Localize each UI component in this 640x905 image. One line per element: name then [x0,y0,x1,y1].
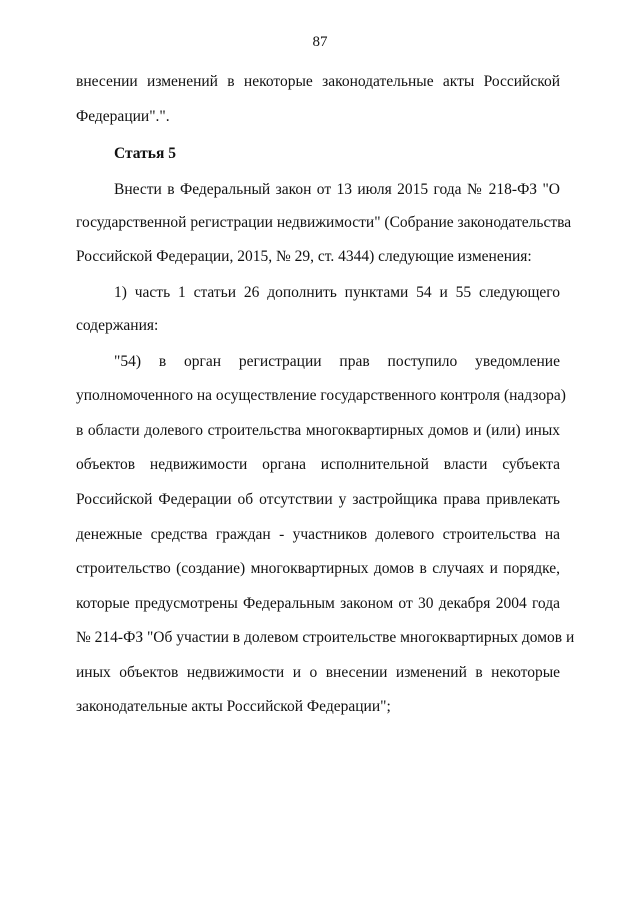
text-line: законодательные акты Российской Федерации"; [76,698,391,715]
text-line: № 214-ФЗ "Об участии в долевом строительстве многоквартирных домов и [76,629,575,646]
text-line: уполномоченного на осуществление государственного контроля (надзора) [76,387,566,404]
text-line: Федерации".". [76,108,170,125]
text-line: содержания: [76,317,159,334]
text-line: в области долевого строительства многоквартирных домов и (или) иных [76,422,560,439]
text-line: государственной регистрации недвижимости" (Собрание законодательства [76,214,572,231]
text-line: строительство (создание) многоквартирных домов в случаях и порядке, [76,560,560,577]
text-line: внесении изменений в некоторые законодательные акты Российской [76,73,560,90]
text-line: которые предусмотрены Федеральным законом от 30 декабря 2004 года [76,595,560,612]
article-heading: Статья 5 [114,145,176,162]
text-line: "54) в орган регистрации прав поступило уведомление [114,353,560,370]
text-line: Российской Федерации, 2015, № 29, ст. 4344) следующие изменения: [76,248,532,265]
page-number: 87 [312,34,328,50]
text-line: Российской Федерации об отсутствии у застройщика права привлекать [76,491,560,508]
text-line: денежные средства граждан - участников долевого строительства на [76,526,560,543]
text-line: Внести в Федеральный закон от 13 июля 2015 года № 218-ФЗ "О [114,181,560,198]
text-line: объектов недвижимости органа исполнительной власти субъекта [76,456,560,473]
text-line: 1) часть 1 статьи 26 дополнить пунктами 54 и 55 следующего [114,284,560,301]
text-line: иных объектов недвижимости и о внесении изменений в некоторые [76,664,560,681]
